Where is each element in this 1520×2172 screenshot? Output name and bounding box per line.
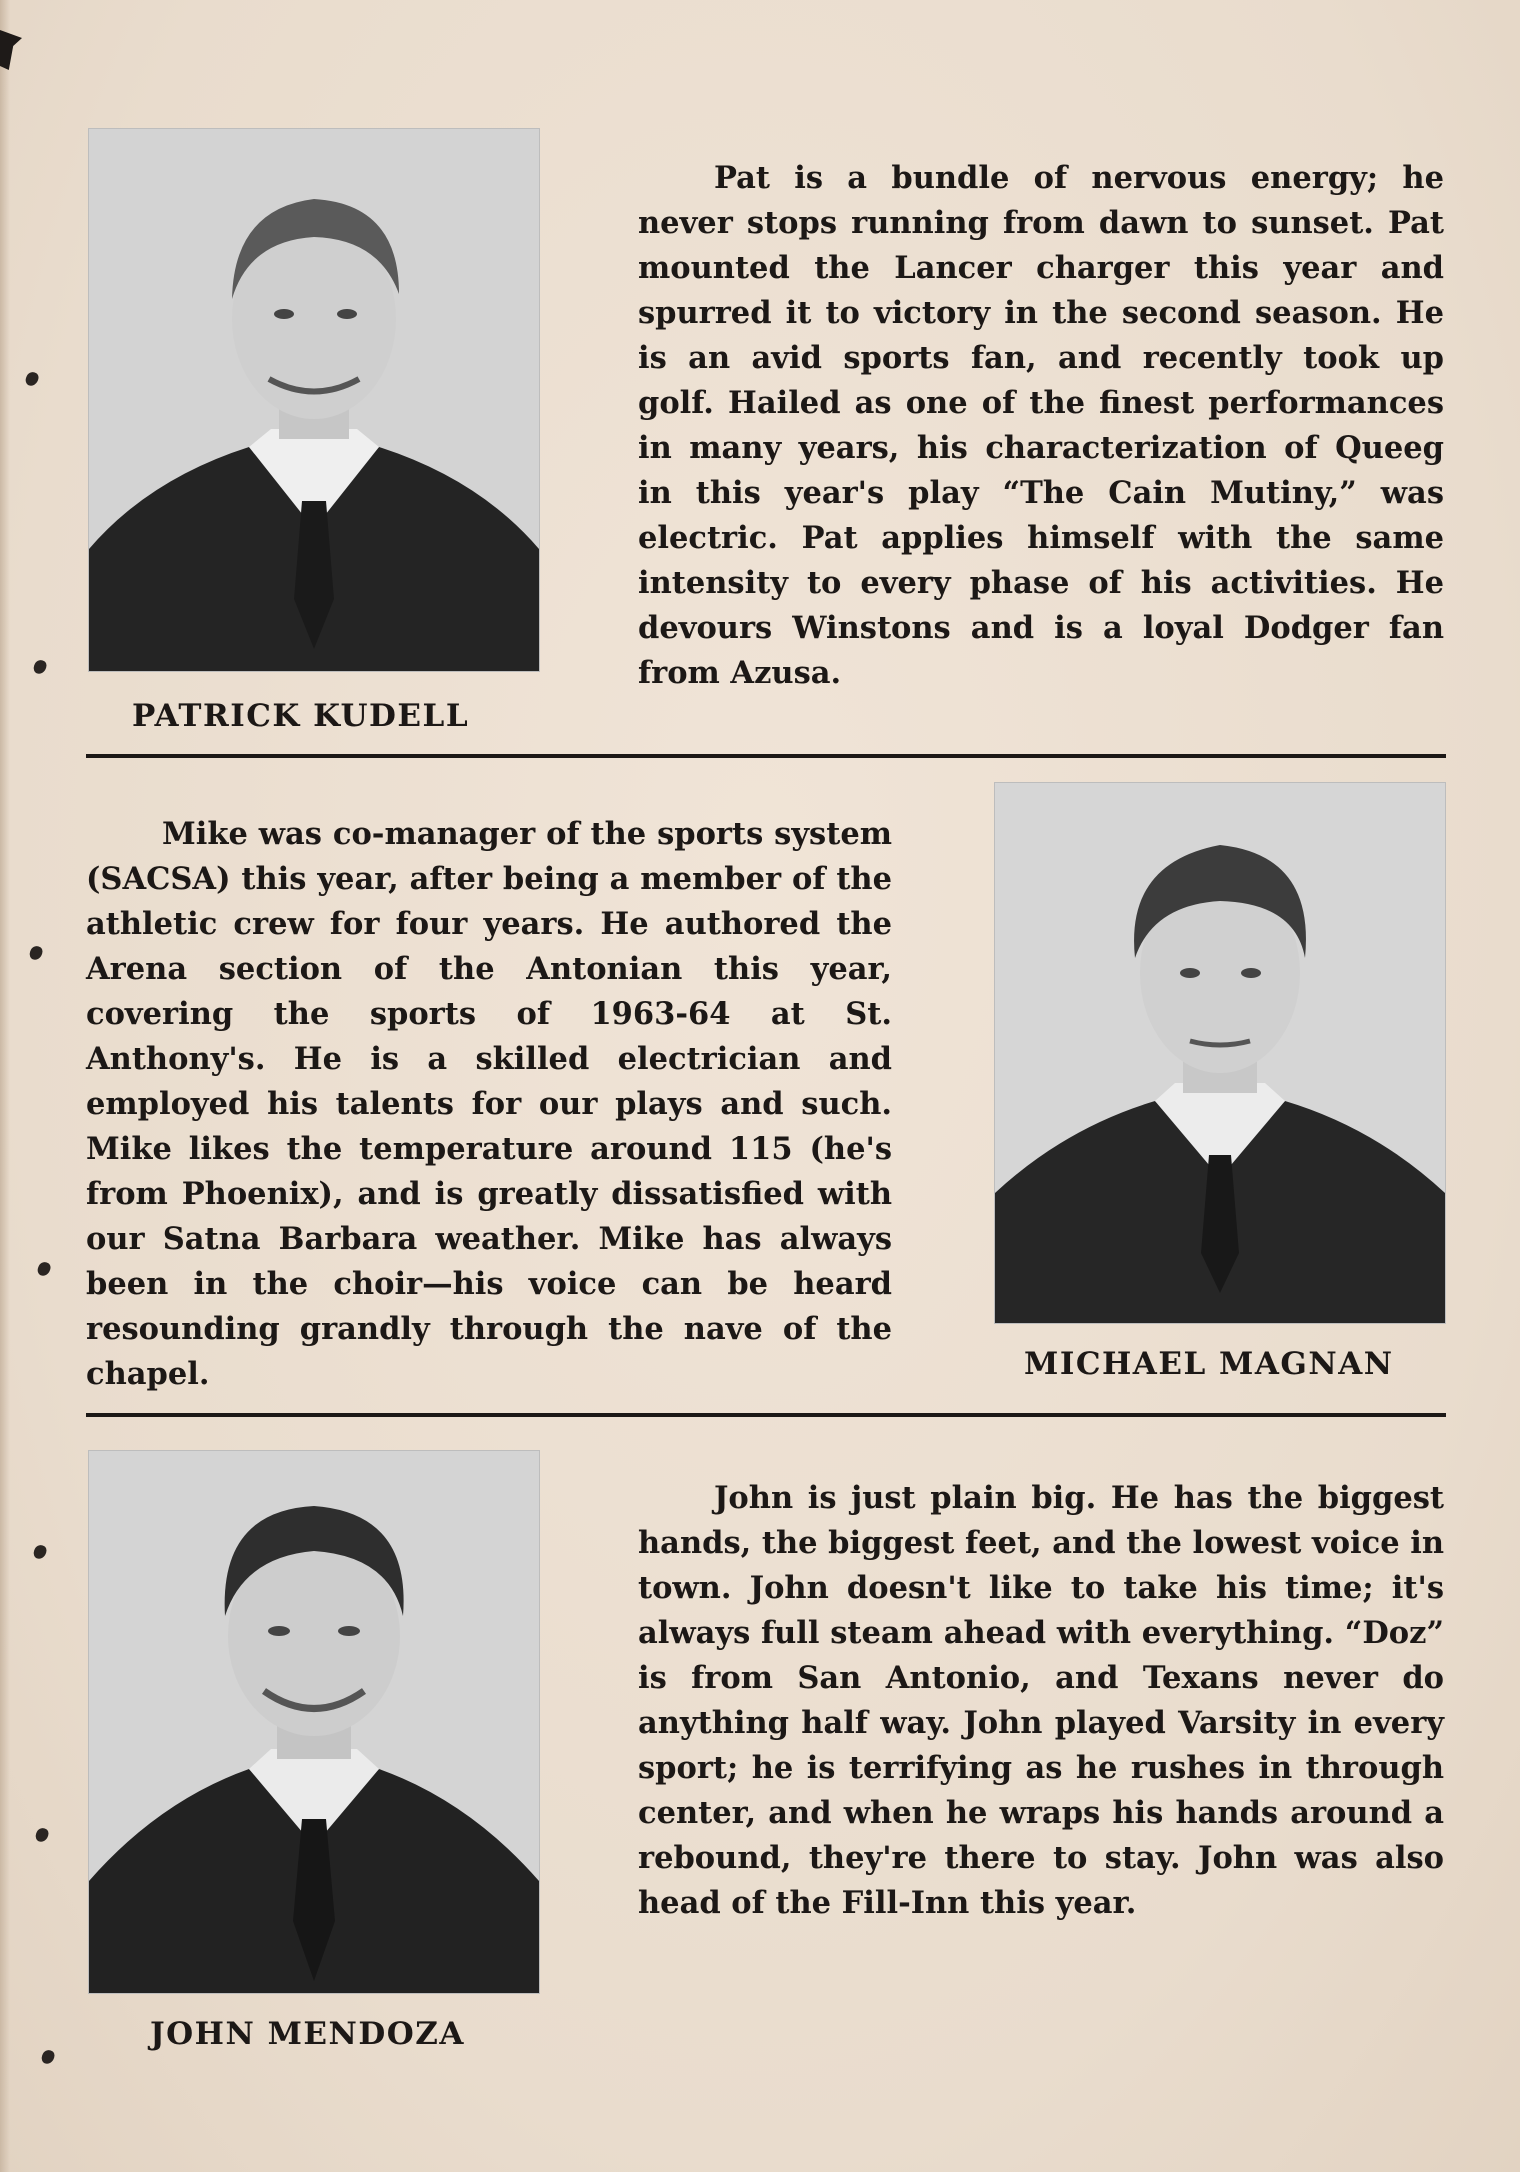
binding-hole — [24, 370, 40, 387]
binding-hole — [34, 1826, 50, 1843]
portrait-photo — [994, 782, 1446, 1324]
student-bio — [638, 156, 1444, 696]
student-name-caption: MICHAEL MAGNAN — [1024, 1346, 1394, 1382]
portrait-photo — [88, 128, 540, 672]
section-divider — [86, 754, 1446, 758]
binding-edge — [0, 0, 10, 2172]
portrait-photo — [88, 1450, 540, 1994]
binding-hole — [32, 1543, 48, 1560]
section-divider — [86, 1413, 1446, 1417]
bio-paragraph: Pat is a bundle of nervous energy; he never stops running from dawn to sunset. Pat mounted the Lancer charger this year and spurred it to victory in the second season. He is an avid sports fan, and recently took up golf. Hailed as one of the finest performances in many years, his characterization of Queeg in this year's play “The Cain Mutiny,” was electric. Pat applies himself with the same intensity to every phase of his activities. He devours Winstons and is a loyal Dodger fan from Azusa. — [638, 160, 1444, 691]
page-tear-mark — [0, 30, 22, 70]
student-name-caption: JOHN MENDOZA — [150, 2016, 465, 2052]
student-name-caption: PATRICK KUDELL — [132, 698, 470, 734]
binding-hole — [28, 944, 44, 961]
binding-hole — [36, 1260, 52, 1277]
bio-paragraph: Mike was co-manager of the sports system (SACSA) this year, after being a member of the athletic crew for four years. He authored the Arena section of the Antonian this year, covering the sports of 1963-64 at St. Anthony's. He is a skilled electrician and employed his talents for our plays and such. Mike likes the temperature around 115 (he's from Phoenix), and is greatly dissatisfied with our Satna Barbara weather. Mike has always been in the choir—his voice can be heard resounding grandly through the nave of the chapel. — [86, 816, 892, 1392]
bio-paragraph: John is just plain big. He has the biggest hands, the biggest feet, and the lowest voice in town. John doesn't like to take his time; it's always full steam ahead with everything. “Doz” is from San Antonio, and Texans never do anything half way. John played Varsity in every sport; he is terrifying as he rushes in through center, and when he wraps his hands around a rebound, they're there to stay. John was also head of the Fill-Inn this year. — [638, 1480, 1444, 1921]
binding-hole — [40, 2048, 56, 2065]
binding-hole — [32, 658, 48, 675]
student-bio — [638, 1476, 1444, 1926]
student-bio — [86, 812, 892, 1397]
